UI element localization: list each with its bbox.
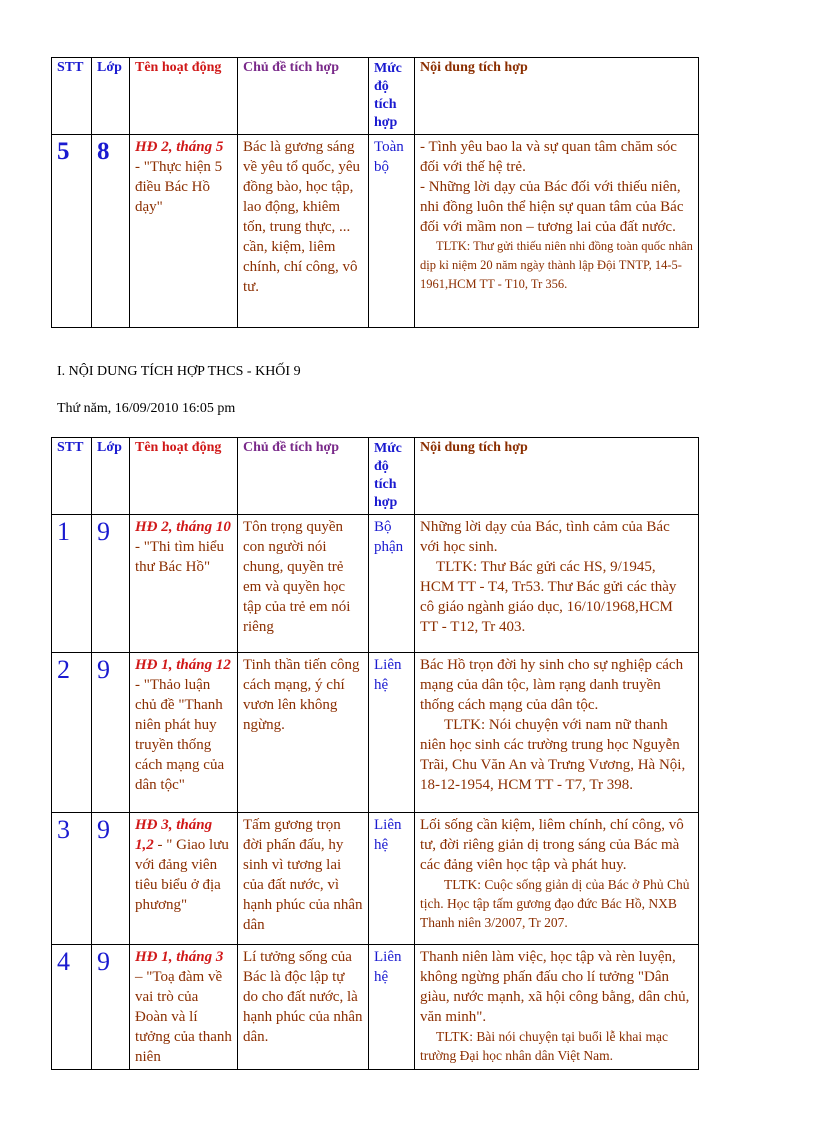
row-chu-de: Tấm gương trọn đời phấn đấu, hy sinh vì tương lai của đất nước, vì hạnh phúc của nhân dân xyxy=(238,813,369,945)
hoat-dong-lead: HĐ 1, tháng 3 xyxy=(135,949,224,965)
reference-text: TLTK: Thư gửi thiếu niên nhi đồng toàn quốc nhân dịp kỉ niệm 20 năm ngày thành lập Đội TNTP, 14-5-1961,HCM TT - T10, Tr 356. xyxy=(420,239,693,291)
noi-dung-text: Những lời dạy của Bác, tình cảm của Bác với học sinh. xyxy=(420,519,670,555)
hoat-dong-title: - "Thảo luận chủ đề "Thanh niên phát huy truyền thống cách mạng của dân tộc" xyxy=(135,677,225,793)
reference-text: TLTK: Bài nói chuyện tại buổi lễ khai mạc trường Đại học nhân dân Việt Nam. xyxy=(420,1029,668,1063)
noi-dung-text: Lối sống cần kiệm, liêm chính, chí công, vô tư, đời riêng giản dị trong sáng của Bác mà các đảng viên học tập và phát huy. xyxy=(420,817,684,873)
header-lop: Lớp xyxy=(92,438,130,515)
noi-dung-text: Thanh niên làm việc, học tập và rèn luyện, không ngừng phấn đấu cho lí tưởng "Dân giàu, nước mạnh, xã hội công bằng, dân chủ, văn minh". xyxy=(420,949,690,1025)
row-hoat-dong xyxy=(130,813,238,945)
row-stt xyxy=(52,515,92,653)
row-lop xyxy=(92,813,130,945)
main-integration-table xyxy=(51,437,699,1070)
row-muc-do: Bộ phận xyxy=(369,515,415,653)
row-noi-dung xyxy=(415,653,699,813)
header-muc-do: Mức độ tích hợp xyxy=(369,438,415,515)
header-ten-hoat-dong: Tên hoạt động xyxy=(130,438,238,515)
hoat-dong-title: - "Thi tìm hiểu thư Bác Hồ" xyxy=(135,539,225,575)
header-stt: STT xyxy=(52,438,92,515)
row-hoat-dong xyxy=(130,653,238,813)
row-lop xyxy=(92,945,130,1070)
table-header-row xyxy=(52,58,699,135)
date-line: Thứ năm, 16/09/2010 16:05 pm xyxy=(57,401,236,416)
header-muc-do: Mức độ tích hợp xyxy=(369,58,415,135)
hoat-dong-lead: HĐ 3, tháng 1,2 xyxy=(135,817,213,853)
stt-value: 4 xyxy=(57,947,70,976)
lop-value: 9 xyxy=(97,517,110,546)
noi-dung-line-1: - Tình yêu bao la và sự quan tâm chăm sóc đối với thế hệ trẻ. xyxy=(420,139,677,175)
row-chu-de: Bác là gương sáng về yêu tổ quốc, yêu đồng bào, học tập, lao động, khiêm tốn, trung thực, ... cần, kiệm, liêm chính, chí công, vô tư. xyxy=(238,135,369,328)
table-row xyxy=(52,515,699,653)
row-hoat-dong xyxy=(130,135,238,328)
header-chu-de: Chủ đề tích hợp xyxy=(238,58,369,135)
header-noi-dung: Nội dung tích hợp xyxy=(415,438,699,515)
header-stt: STT xyxy=(52,58,92,135)
hoat-dong-title: - "Thực hiện 5 điều Bác Hồ dạy" xyxy=(135,159,223,215)
row-hoat-dong xyxy=(130,515,238,653)
row-chu-de: Tinh thần tiến công cách mạng, ý chí vươn lên không ngừng. xyxy=(238,653,369,813)
header-lop: Lớp xyxy=(92,58,130,135)
row-hoat-dong xyxy=(130,945,238,1070)
stt-value: 2 xyxy=(57,655,70,684)
noi-dung-line-2: - Những lời dạy của Bác đối với thiếu niên, nhi đồng luôn thể hiện sự quan tâm của Bác đối với mầm non – tương lai của đất nước. xyxy=(420,179,684,235)
row-noi-dung xyxy=(415,135,699,328)
hoat-dong-lead: HĐ 2, tháng 10 xyxy=(135,519,231,535)
row-chu-de: Tôn trọng quyền con người nói chung, quyền trẻ em và quyền học tập của trẻ em nói riêng xyxy=(238,515,369,653)
hoat-dong-title: - " Giao lưu với đảng viên tiêu biểu ở địa phương" xyxy=(135,837,229,913)
stt-value: 1 xyxy=(57,517,70,546)
row-lop xyxy=(92,135,130,328)
table-row xyxy=(52,135,699,328)
lop-value: 9 xyxy=(97,947,110,976)
row-noi-dung xyxy=(415,945,699,1070)
row-muc-do: Liên hệ xyxy=(369,653,415,813)
noi-dung-text: Bác Hồ trọn đời hy sinh cho sự nghiệp cách mạng của dân tộc, làm rạng danh truyền thống cách mạng của dân tộc. xyxy=(420,657,684,713)
row-noi-dung xyxy=(415,813,699,945)
row-stt xyxy=(52,653,92,813)
row-noi-dung xyxy=(415,515,699,653)
header-ten-hoat-dong: Tên hoạt động xyxy=(130,58,238,135)
header-chu-de: Chủ đề tích hợp xyxy=(238,438,369,515)
section-title: I. NỘI DUNG TÍCH HỢP THCS - KHỐI 9 xyxy=(57,364,301,379)
table-header-row xyxy=(52,438,699,515)
row-lop xyxy=(92,653,130,813)
row-stt xyxy=(52,813,92,945)
lop-value: 8 xyxy=(97,138,110,165)
top-integration-table xyxy=(51,57,699,328)
hoat-dong-lead: HĐ 1, tháng 12 xyxy=(135,657,231,673)
table-row xyxy=(52,653,699,813)
row-stt xyxy=(52,945,92,1070)
table-row xyxy=(52,945,699,1070)
lop-value: 9 xyxy=(97,655,110,684)
row-muc-do: Toàn bộ xyxy=(369,135,415,328)
header-noi-dung: Nội dung tích hợp xyxy=(415,58,699,135)
lop-value: 9 xyxy=(97,815,110,844)
reference-text: TLTK: Thư Bác gửi các HS, 9/1945, HCM TT - T4, Tr53. Thư Bác gửi các thày cô giáo ngành giáo dục, 16/10/1968,HCM TT - T12, Tr 403. xyxy=(420,559,677,635)
stt-value: 5 xyxy=(57,138,70,165)
row-lop xyxy=(92,515,130,653)
row-muc-do: Liên hệ xyxy=(369,945,415,1070)
row-chu-de: Lí tưởng sống của Bác là độc lập tự do cho đất nước, là hạnh phúc của nhân dân. xyxy=(238,945,369,1070)
reference-text: TLTK: Cuộc sống giản dị của Bác ở Phủ Chủ tịch. Học tập tấm gương đạo đức Bác Hồ, NXB Thanh niên 3/2007, Tr 207. xyxy=(420,877,690,930)
stt-value: 3 xyxy=(57,815,70,844)
row-muc-do: Liên hệ xyxy=(369,813,415,945)
row-stt xyxy=(52,135,92,328)
hoat-dong-lead: HĐ 2, tháng 5 xyxy=(135,139,224,155)
reference-text: TLTK: Nói chuyện với nam nữ thanh niên học sinh các trường trung học Nguyễn Trãi, Chu Văn An và Trưng Vương, Hà Nội, 18-12-1954, HCM TT - T7, Tr 398. xyxy=(420,717,686,793)
table-row xyxy=(52,813,699,945)
hoat-dong-title: – "Toạ đàm về vai trò của Đoàn và lí tưởng của thanh niên xyxy=(135,969,232,1065)
